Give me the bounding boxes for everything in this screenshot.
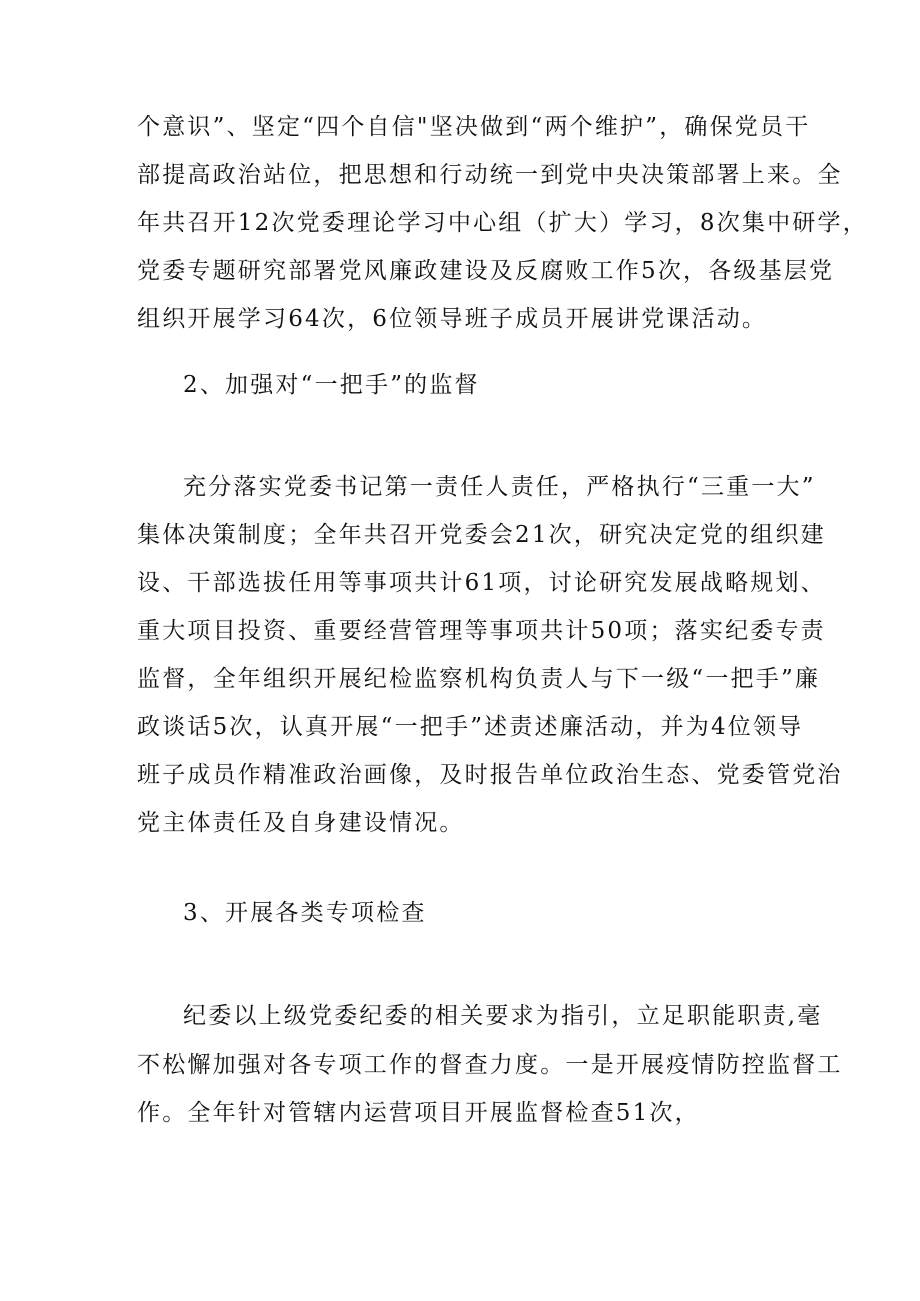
- paragraph-2-line-4: 重大项目投资、重要经营管理等事项共计50项；落实纪委专责: [137, 618, 826, 644]
- paragraph-2-line-2: 集体决策制度；全年共召开党委会21次，研究决定党的组织建: [137, 522, 826, 548]
- section-heading-3: 3、开展各类专项检查: [183, 900, 427, 926]
- paragraph-1-line-1: 个意识”、坚定“四个自信"坚决做到“两个维护”，确保党员干: [137, 114, 811, 140]
- paragraph-1-line-2: 部提高政治站位，把思想和行动统一到党中央决策部署上来。全: [137, 162, 843, 188]
- paragraph-2-line-5: 监督，全年组织开展纪检监察机构负责人与下一级“一把手”廉: [137, 666, 821, 692]
- paragraph-3-line-3: 作。全年针对管辖内运营项目开展监督检查51次，: [137, 1100, 700, 1126]
- paragraph-2-line-8: 党主体责任及自身建设情况。: [137, 810, 465, 836]
- paragraph-2-line-3: 设、干部选拔任用等事项共计61项，讨论研究发展战略规划、: [137, 570, 826, 596]
- paragraph-1-line-5: 组织开展学习64次，6位领导班子成员开展讲党课活动。: [137, 306, 768, 332]
- paragraph-2-line-1: 充分落实党委书记第一责任人责任，严格执行“三重一大”: [183, 474, 816, 500]
- paragraph-2-line-7: 班子成员作精准政治画像，及时报告单位政治生态、党委管党治: [137, 762, 843, 788]
- paragraph-3-line-1: 纪委以上级党委纪委的相关要求为指引，立足职能职责,毫: [183, 1003, 823, 1029]
- paragraph-2-line-6: 政谈话5次，认真开展“一把手”述责述廉活动，并为4位领导: [137, 714, 804, 740]
- paragraph-3-line-2: 不松懈加强对各专项工作的督查力度。一是开展疫情防控监督工: [137, 1052, 843, 1078]
- paragraph-1-line-3: 年共召开12次党委理论学习中心组（扩大）学习，8次集中研学，: [137, 210, 868, 236]
- paragraph-1-line-4: 党委专题研究部署党风廉政建设及反腐败工作5次，各级基层党: [137, 258, 835, 284]
- section-heading-2: 2、加强对“一把手”的监督: [183, 372, 480, 398]
